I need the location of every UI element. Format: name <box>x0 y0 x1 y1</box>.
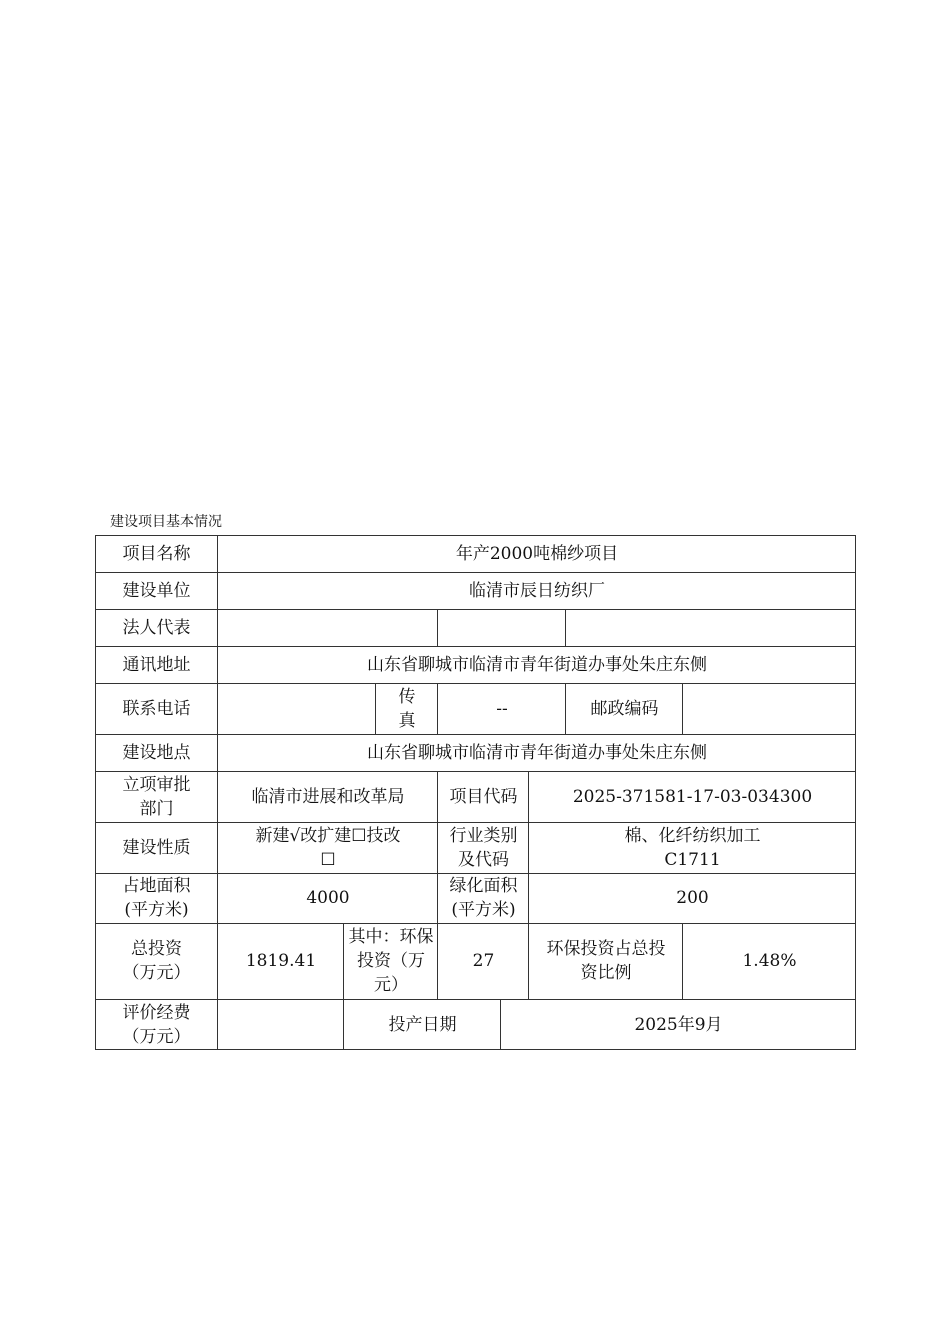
legal-rep-extra-2 <box>566 609 856 646</box>
value-project-code: 2025-371581-17-03-034300 <box>572 786 813 807</box>
label-fax: 传 真 <box>398 686 416 731</box>
value-env-investment: 27 <box>472 951 495 971</box>
label-production-date: 投产日期 <box>388 1014 457 1035</box>
label-construction-unit: 建设单位 <box>122 580 191 601</box>
label-total-investment: 总投资 （万元） <box>122 939 191 983</box>
label-land-area: 占地面积 (平方米) <box>122 876 191 920</box>
label-site: 建设地点 <box>122 742 191 763</box>
label-postal-code: 邮政编码 <box>590 698 659 719</box>
label-evaluation-fee: 评价经费 （万元） <box>122 1002 191 1047</box>
value-construction-unit: 临清市辰日纺织厂 <box>469 580 605 601</box>
value-postal-code <box>683 683 856 734</box>
label-construction-nature: 建设性质 <box>122 837 191 858</box>
label-env-investment: 其中：环保 投资（万 元） <box>348 927 434 995</box>
value-production-date: 2025年9月 <box>634 1014 723 1035</box>
value-construction-nature: 新建√改扩建☐技改 ☐ <box>255 825 401 870</box>
value-green-area: 200 <box>676 888 709 908</box>
label-address: 通讯地址 <box>122 654 191 675</box>
value-phone <box>218 683 376 734</box>
value-project-name: 年产2000吨棉纱项目 <box>455 543 619 564</box>
label-env-ratio: 环保投资占总投 资比例 <box>546 939 666 983</box>
value-total-investment: 1819.41 <box>245 951 317 971</box>
label-approval-dept: 立项审批 部门 <box>122 774 191 819</box>
label-legal-rep: 法人代表 <box>122 617 191 638</box>
value-env-ratio: 1.48% <box>742 951 797 971</box>
value-industry-code: 棉、化纤纺织加工 C1711 <box>624 825 761 870</box>
label-green-area: 绿化面积 (平方米) <box>449 876 518 920</box>
value-land-area: 4000 <box>306 888 350 908</box>
legal-rep-extra-1 <box>438 609 566 646</box>
value-approval-dept: 临清市进展和改革局 <box>251 786 405 807</box>
label-project-code: 项目代码 <box>449 786 518 807</box>
value-legal-rep <box>218 609 438 646</box>
project-info-table <box>95 535 856 1050</box>
table-caption: 建设项目基本情况 <box>110 514 222 530</box>
value-fax: -- <box>496 698 508 719</box>
label-project-name: 项目名称 <box>122 543 191 564</box>
value-address: 山东省聊城市临清市青年街道办事处朱庄东侧 <box>367 654 707 675</box>
label-industry-code: 行业类别 及代码 <box>449 825 518 870</box>
value-evaluation-fee <box>218 999 344 1050</box>
value-site: 山东省聊城市临清市青年街道办事处朱庄东侧 <box>367 742 707 763</box>
label-phone: 联系电话 <box>122 698 191 719</box>
